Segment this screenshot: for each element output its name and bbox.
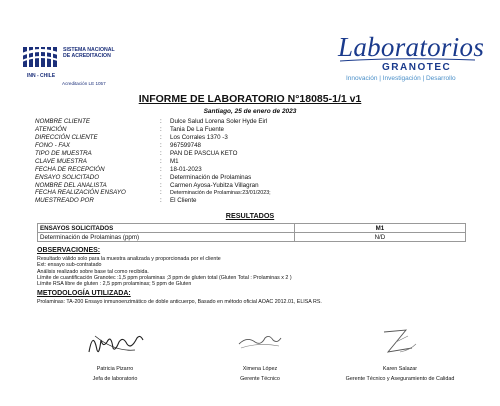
observations-title: OBSERVACIONES: xyxy=(37,247,101,254)
field-value: Carmen Ayosa-Yubitza Villagran xyxy=(170,181,259,189)
field-label: FECHA DE RECEPCIÓN xyxy=(35,165,105,173)
field-row: MUESTREADO POR : El Cliente xyxy=(35,197,465,205)
observation-line: Ext: ensayo sub-contratado xyxy=(37,262,102,269)
field-value: M1 xyxy=(170,157,179,165)
field-label: FECHA REALIZACIÓN ENSAYO xyxy=(35,189,126,197)
field-label: TIPO DE MUESTRA xyxy=(35,150,92,157)
field-label: NOMBRE CLIENTE xyxy=(35,118,91,126)
inn-name xyxy=(63,47,115,59)
field-row: FONO - FAX : 967599748 xyxy=(35,142,465,150)
field-row: FECHA REALIZACIÓN ENSAYO : Determinación de Prolaminas:23/01/2023; xyxy=(35,189,465,197)
field-row: NOMBRE DEL ANALISTA : Carmen Ayosa-Yubitza Villagran xyxy=(35,181,465,189)
field-row: ENSAYO SOLICITADO : Determinación de Prolaminas xyxy=(35,173,465,181)
field-label: MUESTREADO POR xyxy=(35,197,94,205)
field-label: ATENCIÓN xyxy=(35,126,67,134)
client-info-fields xyxy=(35,118,465,205)
signature-salazar-icon xyxy=(380,322,420,360)
report-date: Santiago, 25 de enero de 2023 xyxy=(203,108,297,115)
observation-line: Límite RSA libre de gluten : 2,5 ppm prolaminas; 5 ppm de Gluten xyxy=(37,281,192,288)
field-row: FECHA DE RECEPCIÓN : 18-01-2023 xyxy=(35,165,465,173)
field-row: TIPO DE MUESTRA : PAN DE PASCUA KETO xyxy=(35,150,465,158)
field-value: Los Corrales 1370 -3 xyxy=(170,134,228,142)
field-label: FONO - FAX xyxy=(35,142,70,150)
results-header-sample: M1 xyxy=(294,224,465,233)
lab-logo-subtitle: GRANOTEC xyxy=(382,62,452,73)
signatory-name: Patricia Pizarro xyxy=(96,366,134,372)
results-test-name: Determinación de Prolaminas (ppm) xyxy=(38,233,295,242)
field-label: ENSAYO SOLICITADO xyxy=(35,173,100,181)
lab-tagline: Innovación | Investigación | Desarrollo xyxy=(346,75,456,82)
inn-accreditation: Acreditación LE 1057 xyxy=(62,81,106,86)
signatory-role: Gerente Técnico xyxy=(240,376,280,382)
observations-text xyxy=(37,256,477,287)
inn-name-line2: DE ACREDITACION xyxy=(63,53,111,59)
field-value: PAN DE PASCUA KETO xyxy=(170,150,238,157)
field-label: DIRECCIÓN CLIENTE xyxy=(35,134,98,142)
field-value: Determinación de Prolaminas:23/01/2023; xyxy=(170,189,271,196)
inn-name-line1: SISTEMA NACIONAL xyxy=(63,47,115,53)
field-row: DIRECCIÓN CLIENTE : Los Corrales 1370 -3 xyxy=(35,134,465,142)
table-row xyxy=(38,233,466,242)
inn-country: INN - CHILE xyxy=(27,73,56,79)
field-value: 967599748 xyxy=(170,142,201,150)
observation-line: Resultado válido solo para la muestra analizada y proporcionada por el cliente xyxy=(37,256,221,262)
field-row: CLAVE MUESTRA : M1 xyxy=(35,157,465,165)
signatory-name: Karen Salazar xyxy=(382,366,418,372)
field-row: NOMBRE CLIENTE : Dulce Salud Lorena Soler Hyde Eirl xyxy=(35,118,465,126)
field-value: Dulce Salud Lorena Soler Hyde Eirl xyxy=(170,118,268,126)
inn-logo-icon xyxy=(22,45,60,71)
field-value: Determinación de Prolaminas xyxy=(170,173,252,181)
results-title: RESULTADOS xyxy=(225,211,275,220)
signature-lopez-icon xyxy=(235,322,285,360)
field-label: CLAVE MUESTRA xyxy=(35,157,87,165)
methodology-title: METODOLOGÍA UTILIZADA: xyxy=(37,290,131,297)
field-value: El Cliente xyxy=(170,197,197,205)
lab-logo-title: Laboratorios xyxy=(338,32,485,62)
methodology-text: Prolaminas: TA-200 Ensayo inmunoenzimático de doble anticuerpo, Basado en método oficial AOAC 2012.01, ELISA RS. xyxy=(37,299,322,305)
report-title: INFORME DE LABORATORIO N°18085-1/1 v1 xyxy=(138,93,362,105)
signature-pizarro-icon xyxy=(85,322,145,360)
signatory-name: Ximena López xyxy=(242,366,278,372)
field-value: 18-01-2023 xyxy=(170,165,202,173)
observation-line: Límite de cuantificación Granotec :1,5 ppm prolaminas ;3 ppm de gluten total (Gluten Total : Prolaminas x 2 ) xyxy=(37,274,292,281)
results-header-row xyxy=(38,224,466,233)
results-header-test: ENSAYOS SOLICITADOS xyxy=(38,224,295,233)
results-table xyxy=(37,223,466,242)
field-label: NOMBRE DEL ANALISTA xyxy=(35,181,107,189)
field-row: ATENCIÓN : Tania De La Fuente xyxy=(35,126,465,134)
signatory-role: Gerente Técnico y Aseguramiento de Calidad xyxy=(345,376,455,382)
observation-line: Análisis realizado sobre base tal como recibida. xyxy=(37,268,149,275)
field-value: Tania De La Fuente xyxy=(170,126,225,134)
signatory-role: Jefa de laboratorio xyxy=(92,376,138,382)
results-test-value: N/D xyxy=(294,233,465,242)
